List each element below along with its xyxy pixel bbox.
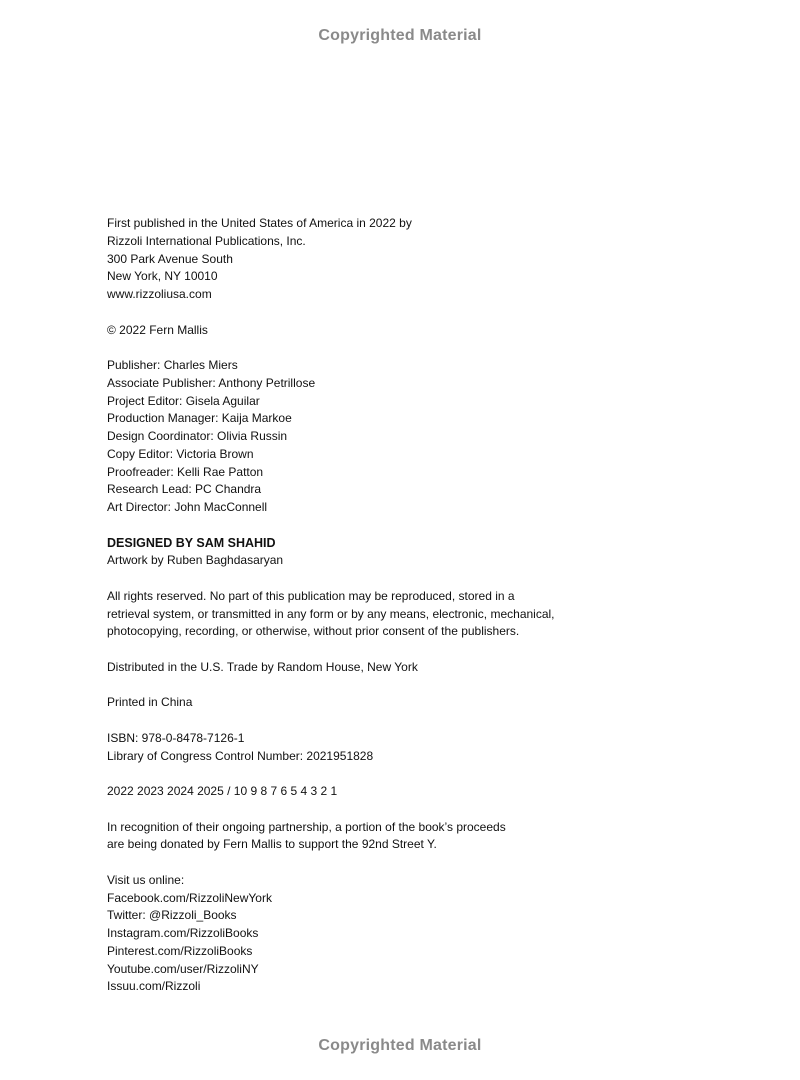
twitter-link: Twitter: @Rizzoli_Books — [107, 908, 237, 923]
rights-line: retrieval system, or transmitted in any form or by any means, electronic, mechanical, — [107, 606, 555, 621]
donation-notice — [107, 819, 707, 855]
instagram-link: Instagram.com/RizzoliBooks — [107, 926, 259, 940]
design-credits — [107, 535, 707, 571]
copyright-page — [107, 215, 707, 1014]
donation-line: are being donated by Fern Mallis to support the 92nd Street Y. — [107, 837, 437, 852]
credit-line: Research Lead: PC Chandra — [107, 482, 262, 497]
credits-list — [107, 357, 707, 517]
isbn-info — [107, 730, 707, 766]
credit-line: Associate Publisher: Anthony Petrillose — [107, 375, 316, 390]
online-heading: Visit us online: — [107, 872, 185, 887]
printing-info — [107, 694, 707, 712]
publication-line: First published in the United States of America in 2022 by — [107, 216, 412, 230]
artwork-credit: Artwork by Ruben Baghdasaryan — [107, 553, 284, 568]
donation-line: In recognition of their ongoing partnership, a portion of the book’s proceeds — [107, 819, 506, 834]
youtube-link: Youtube.com/user/RizzoliNY — [107, 961, 259, 976]
issuu-link: Issuu.com/Rizzoli — [107, 979, 201, 994]
credit-line: Copy Editor: Victoria Brown — [107, 446, 254, 461]
printing-number-line — [107, 783, 707, 801]
publisher-website: www.rizzoliusa.com — [107, 287, 212, 301]
credit-line: Production Manager: Kaija Markoe — [107, 411, 292, 426]
rights-line: All rights reserved. No part of this publication may be reproduced, stored in a — [107, 588, 515, 603]
address-city: New York, NY 10010 — [107, 269, 218, 284]
credit-line: Project Editor: Gisela Aguilar — [107, 393, 260, 408]
publisher-name: Rizzoli International Publications, Inc. — [107, 233, 306, 248]
credit-line: Art Director: John MacConnell — [107, 500, 268, 514]
credit-line: Design Coordinator: Olivia Russin — [107, 429, 288, 443]
pinterest-link: Pinterest.com/RizzoliBooks — [107, 943, 253, 958]
credit-line: Publisher: Charles Miers — [107, 358, 238, 372]
distribution-line: Distributed in the U.S. Trade by Random House, New York — [107, 659, 418, 674]
credit-line: Proofreader: Kelli Rae Patton — [107, 464, 264, 479]
watermark-bottom: Copyrighted Material — [318, 1037, 482, 1054]
rights-statement — [107, 588, 707, 641]
loc-control-number: Library of Congress Control Number: 2021951828 — [107, 748, 374, 763]
watermark-top: Copyrighted Material — [318, 27, 482, 44]
designer-heading: DESIGNED BY SAM SHAHID — [107, 535, 276, 550]
publication-info — [107, 215, 707, 304]
address-street: 300 Park Avenue South — [107, 251, 233, 266]
rights-line: photocopying, recording, or otherwise, without prior consent of the publishers. — [107, 624, 520, 639]
facebook-link: Facebook.com/RizzoliNewYork — [107, 890, 272, 905]
online-links — [107, 872, 707, 996]
distribution-info — [107, 659, 707, 677]
printed-line: Printed in China — [107, 695, 193, 710]
copyright-notice — [107, 322, 707, 340]
copyright-line: © 2022 Fern Mallis — [107, 322, 208, 337]
isbn-line: ISBN: 978-0-8478-7126-1 — [107, 730, 245, 745]
printing-line: 2022 2023 2024 2025 / 10 9 8 7 6 5 4 3 2 1 — [107, 784, 338, 798]
